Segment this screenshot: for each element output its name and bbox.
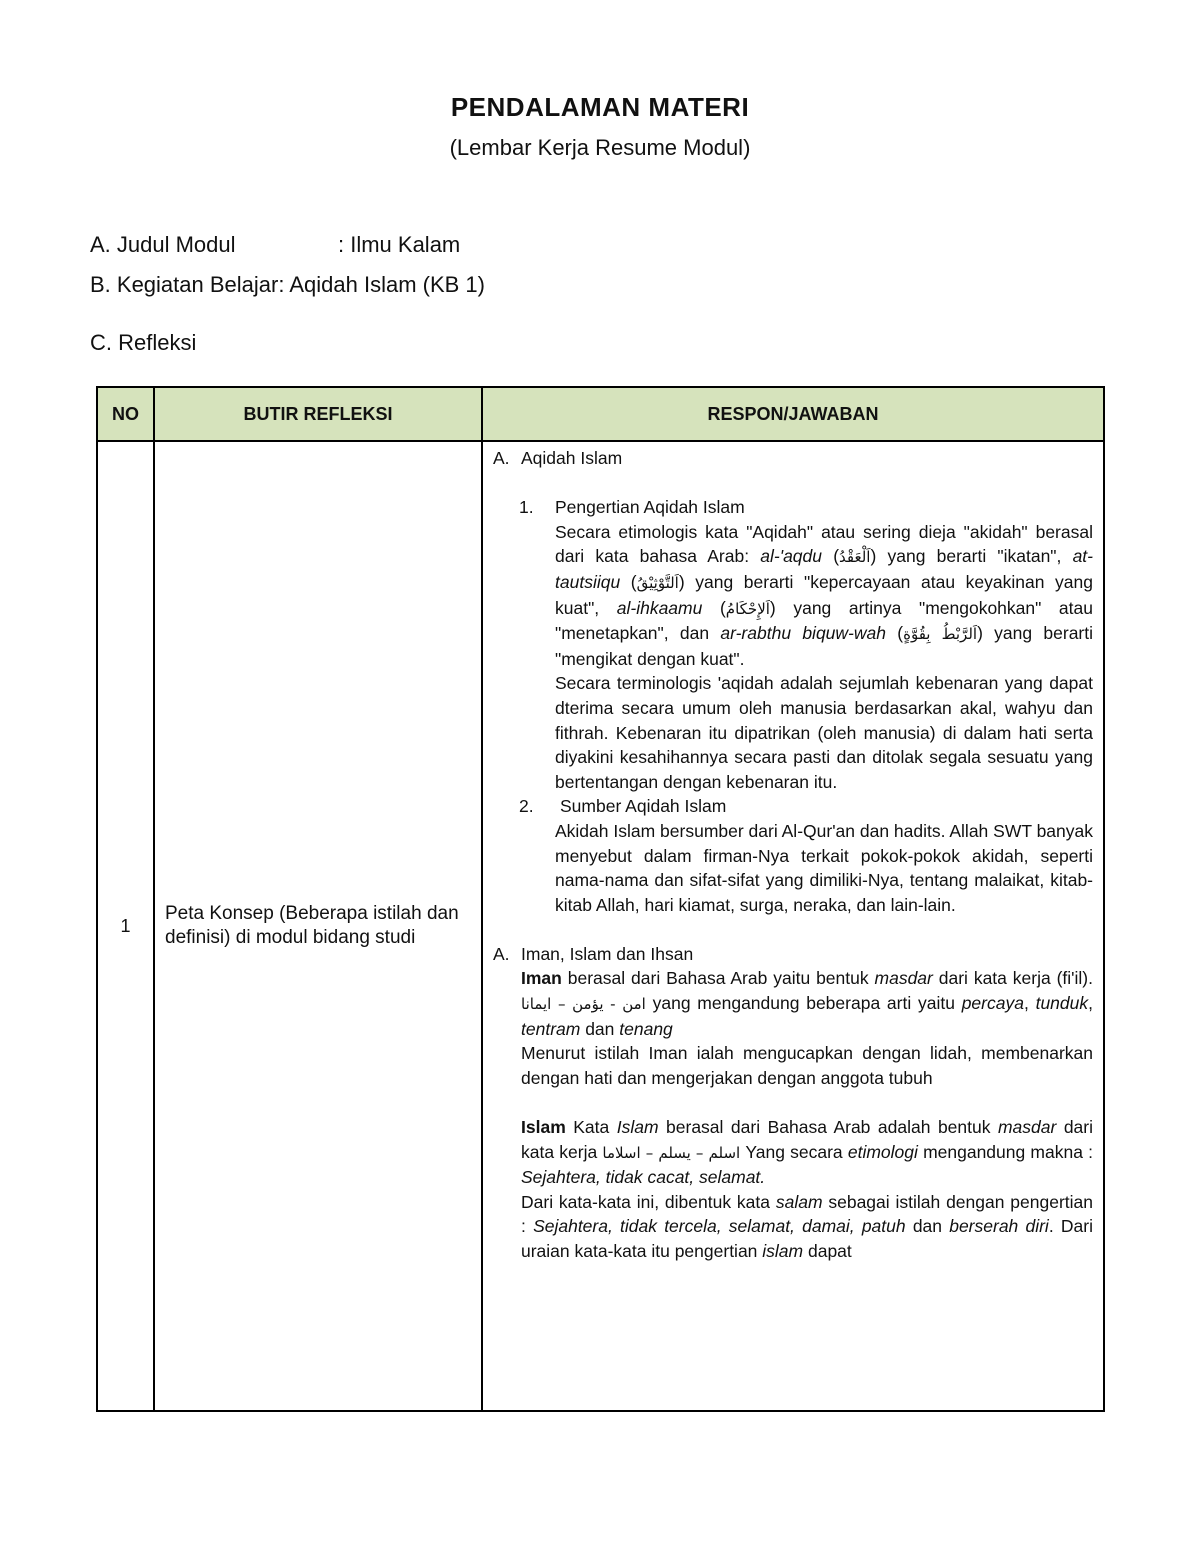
item-title: Sumber Aqidah Islam: [560, 796, 727, 817]
header-respon-jawaban: RESPON/JAWABAN: [482, 387, 1104, 441]
reflection-heading: C. Refleksi: [90, 330, 197, 355]
paragraph-salam: Dari kata-kata ini, dibentuk kata salam sebagai istilah dengan pengertian : Sejahtera, tidak tercela, selamat, damai, patuh dan berserah diri. Dari uraian kata-kata itu pengertian islam dapat: [521, 1191, 1093, 1261]
page-subtitle: (Lembar Kerja Resume Modul): [449, 135, 751, 160]
section-title: Aqidah Islam: [521, 448, 623, 468]
paragraph-iman: Iman berasal dari Bahasa Arab yaitu bentuk masdar dari kata kerja (fi'il). امن - يؤمن – ايمانا yang mengandung beberapa arti yaitu percaya, tunduk, tentram dan tenang: [521, 968, 1093, 1039]
section-title: Iman, Islam dan Ihsan: [521, 943, 694, 964]
learning-activity-label: B. Kegiatan Belajar: [90, 272, 279, 297]
learning-activity-value: : Aqidah Islam (KB 1): [278, 272, 485, 297]
paragraph-terminologis: Secara terminologis 'aqidah adalah sejumlah kebenaran yang dapat dterima secara umum oleh manusia berdasarkan akal, wahyu dan fithrah. Kebenaran itu dipatrikan (oleh manusia) di dalam hati serta diyakini kesahihannya secara pasti dan ditolak segala sesuatu yang bertentangan dengan kebenaran itu.: [555, 673, 1093, 792]
module-title-label: A. Judul Modul: [90, 232, 236, 257]
module-title-value: : Ilmu Kalam: [338, 232, 461, 257]
row-number: 1: [97, 441, 154, 1411]
section-aqidah-islam: [493, 446, 1093, 471]
table-header-row: [97, 387, 1104, 441]
reflection-item: Peta Konsep (Beberapa istilah dan definisi) di modul bidang studi: [154, 441, 482, 1411]
item-marker: 2.: [519, 796, 534, 817]
paragraph-etimologis: Secara etimologis kata "Aqidah" atau sering dieja "akidah" berasal dari kata bahasa Arab: al-'aqdu (اَلْعَقْدُ) yang berarti "ikatan", at-tautsiiqu (اَلتَّوْثِيْقُ) yang berarti "kepercayaan atau keyakinan yang kuat", al-ihkaamu (اَلإِحْكَامُ) yang artinya "mengokohkan" atau "menetapkan", dan ar-rabthu biquw-wah (اَلرَّبْطُ بِقُوَّةٍ) yang berarti "mengikat dengan kuat".: [555, 521, 1094, 669]
paragraph-islam: Islam Kata Islam berasal dari Bahasa Arab adalah bentuk masdar dari kata kerja اسلم – يسلم – اسلاما Yang secara etimologi mengandung makna : Sejahtera, tidak cacat, selamat.: [521, 1117, 1094, 1188]
table-row: [97, 441, 1104, 1411]
paragraph-sumber: Akidah Islam bersumber dari Al-Qur'an dan hadits. Allah SWT banyak menyebut dalam firman-Nya terkait pokok-pokok akidah, seperti nama-nama dan sifat-sifat yang dimiliki-Nya, tentang malaikat, kitab-kitab Allah, hari kiamat, surga, neraka, dan lain-lain.: [555, 820, 1094, 915]
module-title-line: [90, 232, 460, 258]
item-pengertian: [493, 495, 1093, 794]
item-sumber: [493, 794, 1093, 917]
item-marker: 1.: [519, 497, 534, 518]
section-iman-islam-ihsan: [493, 942, 1093, 967]
learning-activity-line: [90, 272, 485, 298]
response-cell: [482, 441, 1104, 1411]
page-title: PENDALAMAN MATERI: [450, 92, 750, 122]
section-marker: A.: [493, 448, 510, 468]
reflection-table: [96, 386, 1105, 1412]
header-no: NO: [97, 387, 154, 441]
section-marker: A.: [493, 943, 510, 964]
item-title: Pengertian Aqidah Islam: [555, 497, 745, 518]
header-butir-refleksi: BUTIR REFLEKSI: [154, 387, 482, 441]
paragraph-iman-istilah: Menurut istilah Iman ialah mengucapkan dengan lidah, membenarkan dengan hati dan mengerjakan dengan anggota tubuh: [521, 1043, 1093, 1088]
